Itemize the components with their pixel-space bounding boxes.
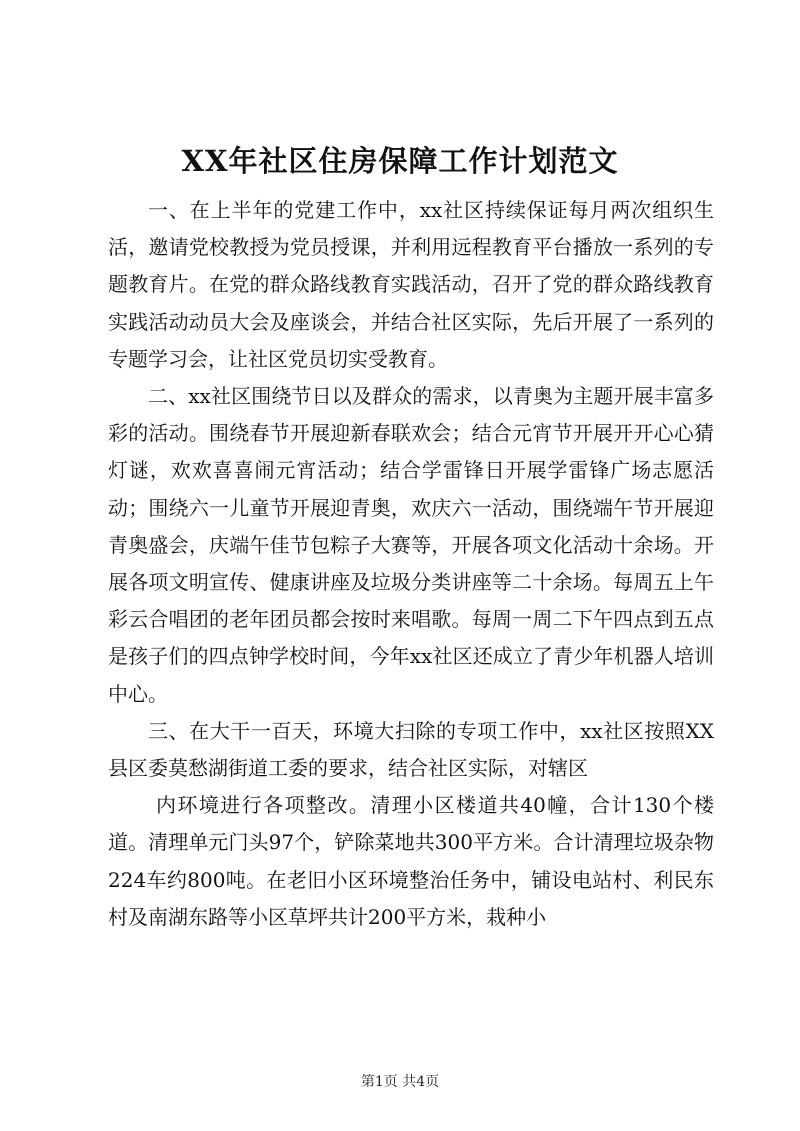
page-number: 第1页 共4页: [360, 1074, 440, 1090]
paragraph-community-activities: 二、xx社区围绕节日以及群众的需求，以青奥为主题开展丰富多彩的活动。围绕春节开展迎新春联欢会；结合元宵节开展开开心心猜灯谜，欢欢喜喜闹元宵活动；结合学雷锋日开展学雷锋广场志愿活动；围绕六一儿童节开展迎青奥，欢庆六一活动，围绕端午节开展迎青奥盛会，庆端午佳节包粽子大赛等，开展各项文化活动十余场。开展各项文明宣传、健康讲座及垃圾分类讲座等二十余场。每周五上午彩云合唱团的老年团员都会按时来唱歌。每周一周二下午四点到五点是孩子们的四点钟学校时间，今年xx社区还成立了青少年机器人培训中心。: [108, 384, 714, 706]
document-body: [108, 192, 714, 936]
paragraph-environment-rectification: 内环境进行各项整改。清理小区楼道共40幢，合计130个楼道。清理单元门头97个，铲除菜地共300平方米。合计清理垃圾杂物224车约800吨。在老旧小区环境整治任务中，铺设电站村、利民东村及南湖东路等小区草坪共计200平方米，栽种小: [108, 793, 714, 929]
paragraph-environment-cleanup: 三、在大干一百天，环境大扫除的专项工作中，xx社区按照XX县区委莫愁湖街道工委的要求，结合社区实际，对辖区: [108, 718, 714, 781]
document-title: XX年社区住房保障工作计划范文: [181, 144, 619, 178]
page-footer: [0, 1072, 800, 1092]
paragraph-party-building: 一、在上半年的党建工作中，xx社区持续保证每月两次组织生活，邀请党校教授为党员授课，并利用远程教育平台播放一系列的专题教育片。在党的群众路线教育实践活动，召开了党的群众路线教育实践活动动员大会及座谈会，并结合社区实际，先后开展了一系列的专题学习会，让社区党员切实受教育。: [108, 198, 714, 371]
